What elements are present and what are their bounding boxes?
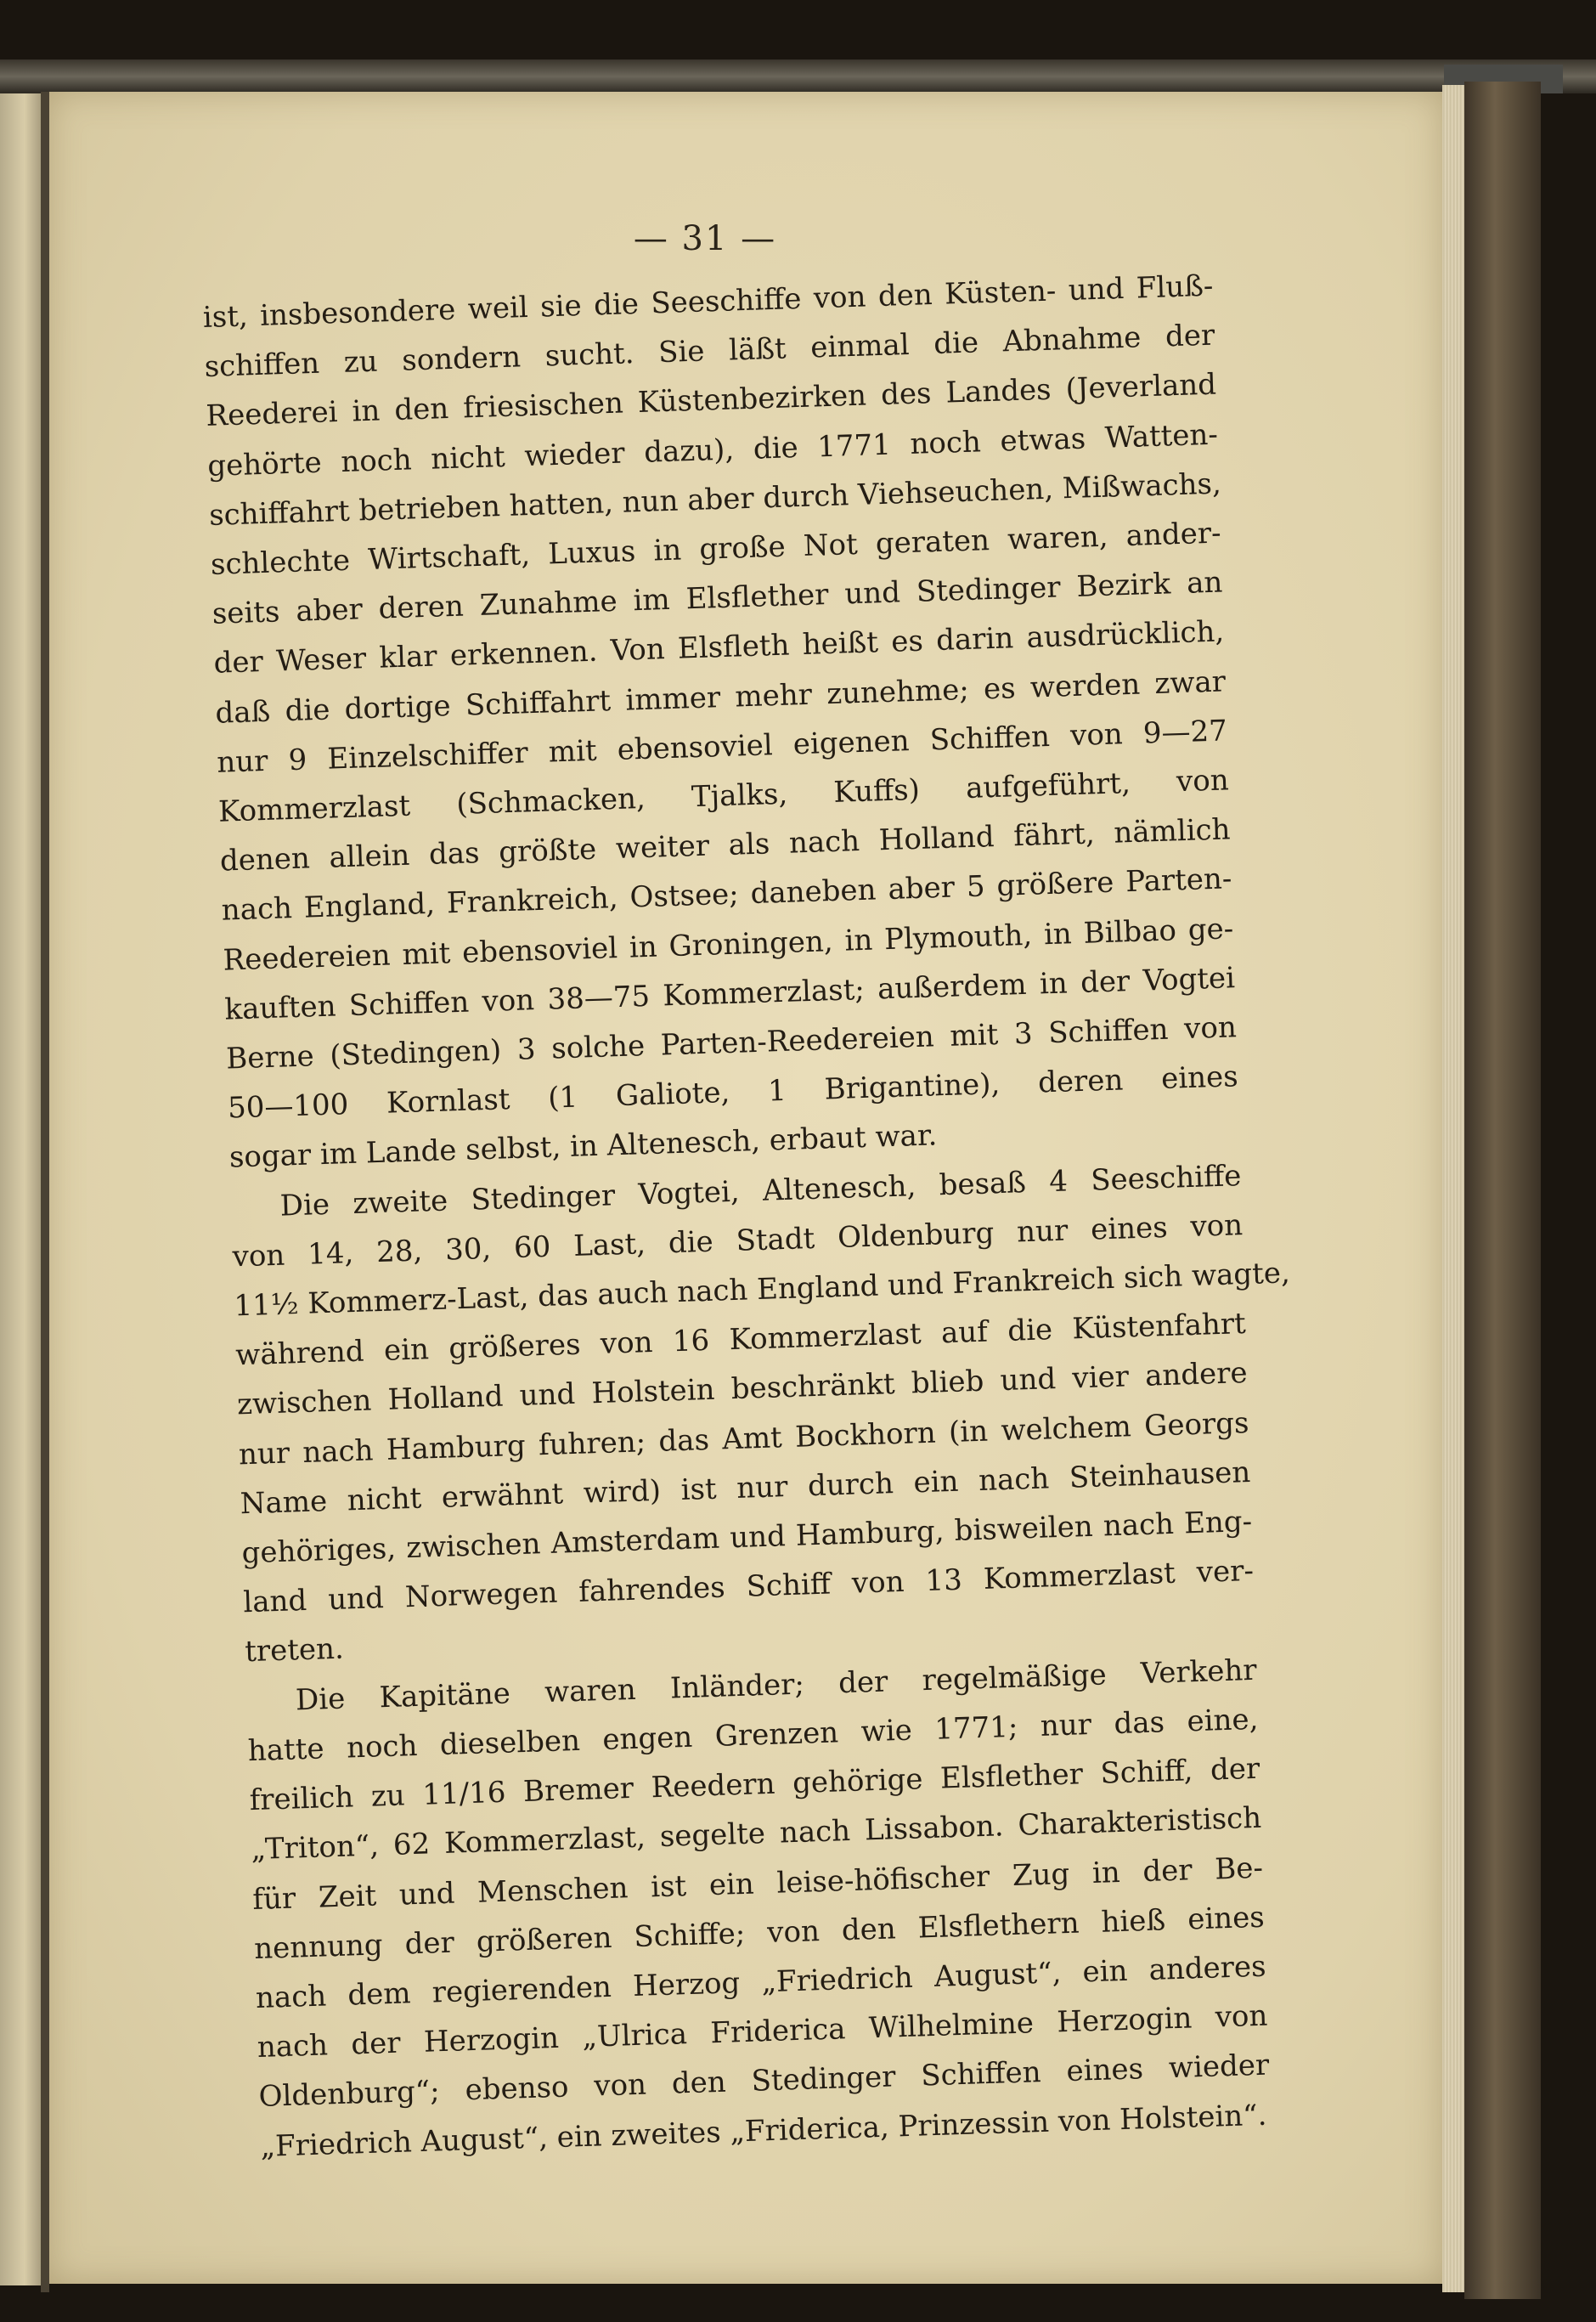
text-line: von 14, 28, 30, 60 Last, die Stadt Oldenburg nur eines von xyxy=(232,1207,1244,1274)
text-line: nur nach Hamburg fuhren; das Amt Bockhorn (in welchem Georgs xyxy=(238,1405,1250,1472)
text-line: nur 9 Einzelschiffer mit ebensoviel eigenen Schiffen von 9—27 xyxy=(216,714,1228,780)
text-line: freilich zu 11/16 Bremer Reedern gehörige Elsflether Schiff, der xyxy=(249,1751,1260,1818)
text-line: während ein größeres von 16 Kommerzlast auf die Küstenfahrt xyxy=(234,1307,1247,1373)
text-line: zwischen Holland und Holstein beschränkt blieb und vier andere xyxy=(236,1356,1249,1422)
text-line: schlechte Wirtschaft, Luxus in große Not geraten waren, ander- xyxy=(210,516,1222,582)
text-line: schiffen zu sondern sucht. Sie läßt einmal die Abnahme der xyxy=(204,318,1215,385)
text-line: nennung der größeren Schiffe; von den Elsflethern hieß eines xyxy=(253,1900,1266,1966)
text-line: der Weser klar erkennen. Von Elsfleth heißt es darin ausdrücklich, xyxy=(213,614,1225,681)
text-line: denen allein das größte weiter als nach Holland fährt, nämlich xyxy=(219,812,1232,879)
text-line: nach England, Frankreich, Ostsee; daneben aber 5 größere Parten- xyxy=(221,862,1232,929)
text-line: Name nicht erwähnt wird) ist nur durch ein nach Steinhausen xyxy=(240,1455,1251,1522)
text-line: „Friedrich August“, ein zweites „Friderica, Prinzessin von Holstein“. xyxy=(259,2098,1267,2164)
text-line: Reedereien mit ebensoviel in Groningen, in Plymouth, in Bilbao ge- xyxy=(223,911,1234,978)
text-line: treten. xyxy=(244,1632,345,1669)
text-line: gehörte noch nicht wieder dazu), die 1771 noch etwas Watten- xyxy=(206,417,1219,483)
text-line: für Zeit und Menschen ist ein leise-höfischer Zug in der Be- xyxy=(251,1850,1264,1917)
text-line: gehöriges, zwischen Amsterdam und Hamburg, bisweilen nach Eng- xyxy=(240,1504,1253,1571)
left-page-edge xyxy=(0,93,41,2285)
text-line: hatte noch dieselben engen Grenzen wie 1771; nur das eine, xyxy=(247,1702,1259,1769)
book-cover-top-edge xyxy=(0,59,1596,93)
text-line: nach der Herzogin „Ulrica Friderica Wilhelmine Herzogin von xyxy=(257,1998,1268,2065)
text-line: schiffahrt betrieben hatten, nun aber durch Viehseuchen, Mißwachs, xyxy=(208,466,1222,533)
text-line: daß die dortige Schiffahrt immer mehr zunehme; es werden zwar xyxy=(214,664,1227,731)
page-stack-edges xyxy=(1442,85,1464,2292)
page-number: — 31 — xyxy=(633,219,777,258)
text-line: nach dem regierenden Herzog „Friedrich August“, ein anderes xyxy=(255,1949,1267,2015)
text-line: Berne (Stedingen) 3 solche Parten-Reedereien mit 3 Schiffen von xyxy=(225,1010,1238,1076)
text-line: 11½ Kommerz-Last, das auch nach England und Frankreich sich wagte, xyxy=(233,1256,1291,1324)
text-line: sogar im Lande selbst, in Altenesch, erbaut war. xyxy=(228,1118,938,1175)
text-line: seits aber deren Zunahme im Elsflether und Stedinger Bezirk an xyxy=(211,565,1223,632)
text-line: 50—100 Kornlast (1 Galiote, 1 Brigantine), deren eines xyxy=(227,1059,1239,1126)
book-cover-right-edge xyxy=(1464,82,1541,2299)
text-line: Oldenburg“; ebenso von den Stedinger Schiffen eines wieder xyxy=(258,2048,1270,2115)
text-line: Die zweite Stedinger Vogtei, Altenesch, besaß 4 Seeschiffe xyxy=(279,1158,1242,1223)
text-line: Kommerzlast (Schmacken, Tjalks, Kuffs) aufgeführt, von xyxy=(217,763,1230,829)
text-line: „Triton“, 62 Kommerzlast, segelte nach Lissabon. Charakteristisch xyxy=(250,1801,1262,1867)
text-line: land und Norwegen fahrendes Schiff von 13 Kommerzlast ver- xyxy=(242,1554,1255,1620)
text-line: Reederei in den friesischen Küstenbezirken des Landes (Jeverland xyxy=(205,367,1217,434)
book-gutter xyxy=(41,92,49,2292)
text-line: ist, insbesondere weil sie die Seeschiffe von den Küsten- und Fluß- xyxy=(202,268,1214,335)
text-line: kauften Schiffen von 38—75 Kommerzlast; außerdem in der Vogtei xyxy=(223,961,1236,1027)
text-line: Die Kapitäne waren Inländer; der regelmäßige Verkehr xyxy=(295,1653,1258,1718)
body-text xyxy=(202,262,1291,2172)
